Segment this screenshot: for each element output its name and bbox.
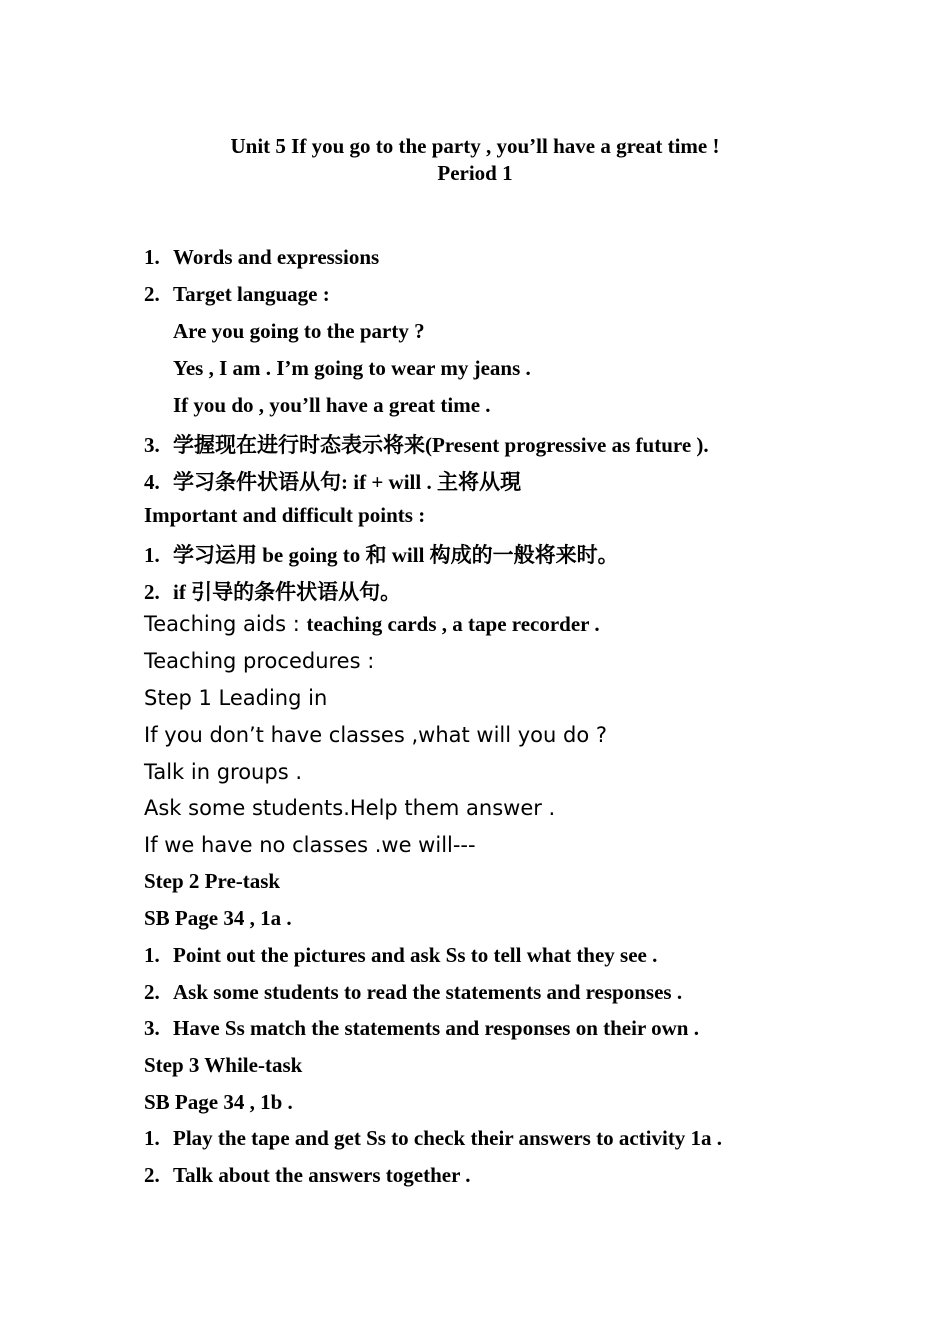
step1-heading: Step 1 Leading in [144, 686, 328, 710]
item-number: 2. [144, 1163, 160, 1187]
step1-line: If we have no classes .we will--- [144, 833, 476, 857]
item-text: 学握现在进行时态表示将来(Present progressive as future ). [173, 433, 709, 457]
item-number: 1. [144, 543, 160, 567]
document-subtitle: Period 1 [437, 161, 513, 185]
item-text: if 引导的条件状语从句。 [173, 580, 402, 604]
item-number: 2. [144, 580, 160, 604]
item-text: Point out the pictures and ask Ss to tell what they see . [173, 943, 658, 967]
item-text: Talk about the answers together . [173, 1163, 471, 1187]
item-text: 学习条件状语从句: if + will . 主将从現 [173, 470, 521, 494]
target-sentence: Yes , I am . I’m going to wear my jeans . [173, 356, 531, 380]
item-number: 3. [144, 433, 160, 457]
important-item [144, 576, 401, 606]
target-sentence: Are you going to the party ? [173, 319, 425, 343]
step2-item [144, 943, 657, 968]
teaching-aids [144, 612, 600, 637]
item-number: 2. [144, 282, 160, 306]
item-text: Have Ss match the statements and responses on their own . [173, 1016, 699, 1040]
important-item [144, 539, 619, 569]
objective-item [144, 245, 379, 270]
objective-item [144, 466, 521, 496]
objective-item [144, 282, 330, 307]
step3-item [144, 1163, 471, 1188]
item-number: 1. [144, 943, 160, 967]
item-number: 3. [144, 1016, 160, 1040]
important-heading: Important and difficult points : [144, 503, 426, 527]
document-title: Unit 5 If you go to the party , you’ll have a great time ! [230, 134, 720, 158]
step2-item [144, 980, 682, 1005]
step1-line: If you don’t have classes ,what will you do ? [144, 723, 608, 747]
item-number: 1. [144, 245, 160, 269]
item-text: 学习运用 be going to 和 will 构成的一般将来时。 [173, 543, 619, 567]
step2-page: SB Page 34 , 1a . [144, 906, 292, 930]
step3-page: SB Page 34 , 1b . [144, 1090, 293, 1114]
aids-label: Teaching aids : [144, 612, 307, 636]
step1-line: Talk in groups . [144, 760, 302, 784]
target-sentence: If you do , you’ll have a great time . [173, 393, 491, 417]
item-number: 1. [144, 1126, 160, 1150]
item-text: Words and expressions [173, 245, 380, 269]
item-text: Target language : [173, 282, 330, 306]
aids-text: teaching cards , a tape recorder . [306, 612, 600, 636]
procedures-heading: Teaching procedures : [144, 649, 375, 673]
item-text: Ask some students to read the statements and responses . [173, 980, 683, 1004]
step3-item [144, 1126, 722, 1151]
objective-item [144, 429, 709, 459]
step3-heading: Step 3 While-task [144, 1053, 303, 1077]
item-number: 2. [144, 980, 160, 1004]
item-text: Play the tape and get Ss to check their answers to activity 1a . [173, 1126, 723, 1150]
step1-line: Ask some students.Help them answer . [144, 796, 556, 820]
step2-item [144, 1016, 699, 1041]
item-number: 4. [144, 470, 160, 494]
step2-heading: Step 2 Pre-task [144, 869, 281, 893]
